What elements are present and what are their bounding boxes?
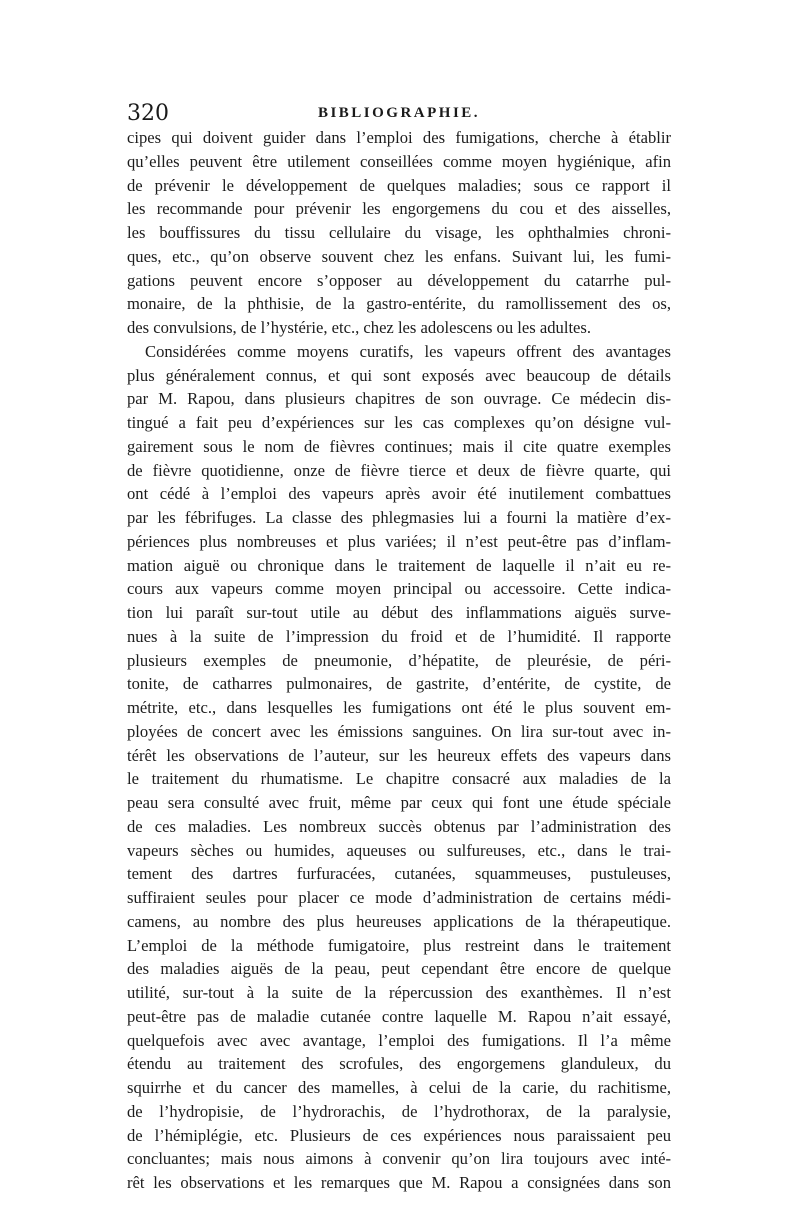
page-header [127, 101, 671, 129]
text-line: utilité, sur-tout à la suite de la répercussion des exanthèmes. Il n’est [127, 983, 671, 1002]
text-line: des convulsions, de l’hystérie, etc., chez les adolescens ou les adultes. [127, 318, 592, 337]
text-line: tement des dartres furfuracées, cutanées, squammeuses, pustuleuses, [127, 864, 671, 884]
text-line: camens, au nombre des plus heureuses applications de la thérapeutique. [127, 911, 671, 931]
text-line: ont cédé à l’emploi des vapeurs après avoir été inutilement combattues [127, 484, 671, 504]
text-line: concluantes; mais nous aimons à convenir qu’on lira toujours avec inté- [127, 1149, 671, 1169]
text-line: ployées de concert avec les émissions sanguines. On lira sur-tout avec in- [127, 721, 671, 741]
text-line: gations peuvent encore s’opposer au développement du catarrhe pul- [127, 270, 671, 290]
text-line: peau sera consulté avec fruit, même par ceux qui font une étude spéciale [127, 793, 671, 812]
body-text [127, 126, 671, 1195]
text-line: peut-être pas de maladie cutanée contre laquelle M. Rapou n’ait essayé, [127, 1006, 671, 1026]
text-line: squirrhe et du cancer des mamelles, à celui de la carie, du rachitisme, [127, 1078, 671, 1097]
text-line: métrite, etc., dans lesquelles les fumigations ont été le plus souvent em- [127, 698, 671, 717]
text-line: de l’hydropisie, de l’hydrorachis, de l’hydrothorax, de la paralysie, [127, 1101, 671, 1121]
text-line: monaire, de la phthisie, de la gastro-entérite, du ramollissement des os, [127, 294, 671, 314]
text-line: suffiraient seules pour placer ce mode d’administration de certains médi- [127, 888, 671, 907]
text-line: qu’elles peuvent être utilement conseillées comme moyen hygiénique, afin [127, 151, 671, 171]
text-line: Considérées comme moyens curatifs, les vapeurs offrent des avantages [145, 341, 671, 361]
text-line: le traitement du rhumatisme. Le chapitre consacré aux maladies de la [127, 769, 671, 789]
text-line: térêt les observations de l’auteur, sur les heureux effets des vapeurs dans [127, 745, 671, 765]
text-line: quelquefois avec avec avantage, l’emploi des fumigations. Il l’a même [127, 1030, 671, 1050]
text-line: par M. Rapou, dans plusieurs chapitres de son ouvrage. Ce médecin dis- [127, 389, 671, 409]
text-line: de prévenir le développement de quelques maladies; sous ce rapport il [127, 175, 671, 195]
text-line: ques, etc., qu’on observe souvent chez les enfans. Suivant lui, les fumi- [127, 246, 671, 266]
text-line: par les fébrifuges. La classe des phlegmasies lui a fourni la matière d’ex- [127, 508, 671, 527]
text-line: rêt les observations et les remarques que M. Rapou a consignées dans son [127, 1173, 671, 1192]
text-line: vapeurs sèches ou humides, aqueuses ou sulfureuses, etc., dans le trai- [127, 840, 671, 860]
text-line: de ces maladies. Les nombreux succès obtenus par l’administration des [127, 816, 671, 836]
text-line: gairement sous le nom de fièvres continues; mais il cite quatre exemples [127, 436, 671, 456]
text-line: les bouffissures du tissu cellulaire du visage, les ophthalmies chroni- [127, 223, 671, 242]
text-line: tingué a fait peu d’expériences sur les cas complexes qu’on désigne vul- [127, 413, 671, 432]
text-line: les recommande pour prévenir les engorgemens du cou et des aisselles, [127, 199, 671, 219]
text-line: mation aiguë ou chronique dans le traitement de laquelle il n’ait eu re- [127, 555, 671, 575]
text-line: plus généralement connus, et qui sont exposés avec beaucoup de détails [127, 365, 671, 385]
text-line: cours aux vapeurs comme moyen principal ou accessoire. Cette indica- [127, 579, 671, 599]
text-line: périences plus nombreuses et plus variées; il n’est peut-être pas d’inflam- [127, 531, 671, 551]
running-head: BIBLIOGRAPHIE. [317, 105, 481, 121]
text-line: tonite, de catharres pulmonaires, de gastrite, d’entérite, de cystite, de [127, 674, 671, 694]
text-line: nues à la suite de l’impression du froid et de l’humidité. Il rapporte [127, 626, 671, 646]
text-line: de fièvre quotidienne, onze de fièvre tierce et deux de fièvre quarte, qui [127, 460, 671, 480]
text-line: tion lui paraît sur-tout utile au début des inflammations aiguës surve- [127, 603, 671, 622]
text-line: de l’hémiplégie, etc. Plusieurs de ces expériences nous paraissaient peu [127, 1125, 671, 1145]
text-line: L’emploi de la méthode fumigatoire, plus restreint dans le traitement [127, 935, 671, 955]
text-line: cipes qui doivent guider dans l’emploi des fumigations, cherche à établir [127, 128, 671, 147]
text-line: des maladies aiguës de la peau, peut cependant être encore de quelque [127, 959, 671, 979]
text-line: plusieurs exemples de pneumonie, d’hépatite, de pleurésie, de péri- [127, 650, 671, 670]
text-line: étendu au traitement des scrofules, des engorgemens glanduleux, du [127, 1054, 671, 1074]
page-number: 320 [127, 101, 169, 126]
